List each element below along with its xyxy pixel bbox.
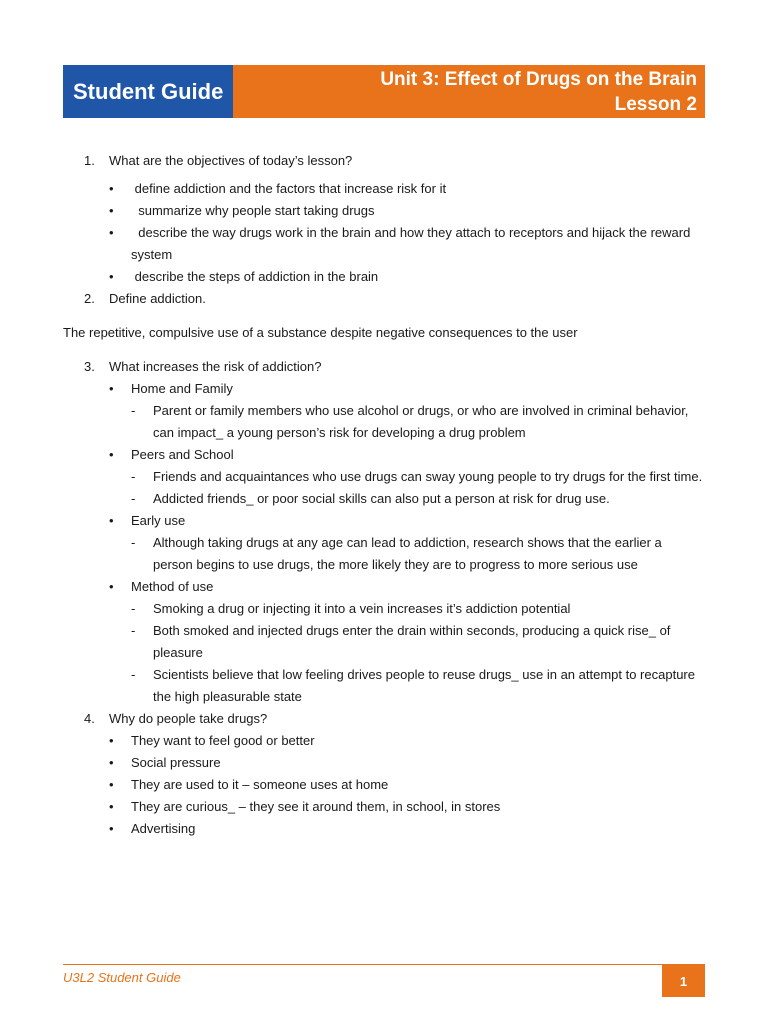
dash-icon: - [131,667,136,682]
list-item-text: summarize why people start taking drugs [131,203,375,218]
question-number: 3. [84,359,95,374]
list-item-text: Social pressure [131,755,221,770]
risk-factors-list [63,378,705,708]
sub-list-item [63,532,705,576]
dash-icon: - [131,601,136,616]
bullet-icon: • [109,579,114,594]
header-lesson-line: Lesson 2 [614,94,697,115]
list-item-text: Friends and acquaintances who use drugs can sway young people to try drugs for the first time. [153,469,703,484]
page-header [63,65,705,118]
bullet-icon: • [109,733,114,748]
header-unit-title [233,65,705,118]
question-4 [63,708,705,730]
list-item [63,510,705,532]
list-item-text: Although taking drugs at any age can lead to addiction, research shows that the earlier a person begins to use drugs, the more likely they are to progress to more serious use [153,535,662,572]
question-number: 1. [84,153,95,168]
list-item [63,818,705,840]
dash-icon: - [131,403,136,418]
dash-icon: - [131,491,136,506]
sub-list-item [63,466,705,488]
dash-icon: - [131,469,136,484]
list-item-text: They want to feel good or better [131,733,315,748]
question-3 [63,356,705,378]
list-item-text: Scientists believe that low feeling drives people to reuse drugs_ use in an attempt to recapture the high pleasurable state [153,667,695,704]
bullet-icon: • [109,513,114,528]
header-unit-line: Unit 3: Effect of Drugs on the Brain [380,69,697,90]
question-number: 4. [84,711,95,726]
sub-list-item [63,620,705,664]
question-text: Define addiction. [109,291,206,306]
list-item-text: Peers and School [131,447,234,462]
list-item-text: Parent or family members who use alcohol or drugs, or who are involved in criminal behavior, can impact_ a young person’s risk for developing a drug problem [153,403,689,440]
bullet-icon: • [109,821,114,836]
objectives-list [63,178,705,288]
dash-icon: - [131,623,136,638]
list-item [63,378,705,400]
reasons-list [63,730,705,840]
bullet-icon: • [109,269,114,284]
bullet-icon: • [109,799,114,814]
bullet-icon: • [109,181,114,196]
question-text: What increases the risk of addiction? [109,359,322,374]
list-item-text: describe the steps of addiction in the brain [131,269,379,284]
list-item [63,444,705,466]
sub-list-item [63,488,705,510]
page-number: 1 [662,965,705,997]
list-item [63,752,705,774]
list-item [63,266,705,288]
document-body [63,150,705,840]
list-item-text: Method of use [131,579,214,594]
list-item-text: Both smoked and injected drugs enter the drain within seconds, producing a quick rise_ of pleasure [153,623,671,660]
bullet-icon: • [109,381,114,396]
bullet-icon: • [109,447,114,462]
list-item [63,200,705,222]
sub-list-item [63,598,705,620]
question-text: What are the objectives of today’s lesson? [109,153,353,168]
sub-list-item [63,400,705,444]
bullet-icon: • [109,755,114,770]
question-2 [63,288,705,310]
list-item [63,576,705,598]
list-item [63,730,705,752]
list-item-text: Advertising [131,821,196,836]
list-item-text: Early use [131,513,186,528]
list-item-text: Home and Family [131,381,233,396]
list-item-text: describe the way drugs work in the brain and how they attach to receptors and hijack the reward system [131,225,694,262]
list-item [63,222,705,266]
list-item [63,774,705,796]
footer-guide-label: U3L2 Student Guide [63,970,181,985]
list-item-text: Addicted friends_ or poor social skills can also put a person at risk for drug use. [153,491,610,506]
bullet-icon: • [109,225,114,240]
list-item-text: Smoking a drug or injecting it into a vein increases it’s addiction potential [153,601,571,616]
list-item-text: define addiction and the factors that increase risk for it [131,181,447,196]
list-item-text: They are used to it – someone uses at home [131,777,389,792]
addiction-definition: The repetitive, compulsive use of a substance despite negative consequences to the user [63,325,578,340]
bullet-icon: • [109,777,114,792]
list-item [63,178,705,200]
question-number: 2. [84,291,95,306]
list-item-text: They are curious_ – they see it around them, in school, in stores [131,799,501,814]
footer-divider [63,964,705,965]
dash-icon: - [131,535,136,550]
bullet-icon: • [109,203,114,218]
question-1 [63,150,705,172]
list-item [63,796,705,818]
question-text: Why do people take drugs? [109,711,268,726]
header-student-guide: Student Guide [63,65,233,118]
sub-list-item [63,664,705,708]
